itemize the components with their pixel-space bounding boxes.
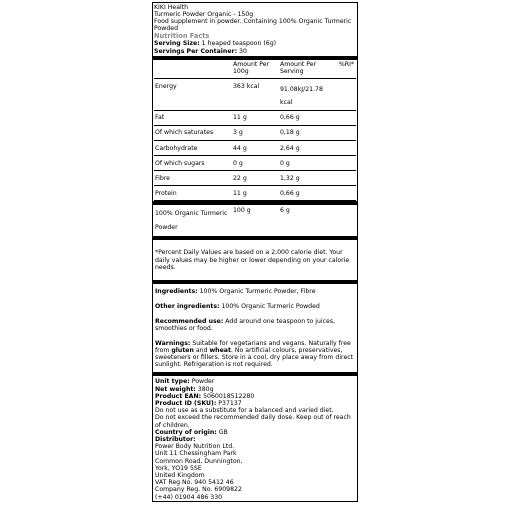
distributor-line: Company Reg. No. 6909822 <box>155 486 242 494</box>
warnings-label: Warnings: <box>155 340 191 348</box>
nutrient-row-fat: Fat 11 g 0,66 g <box>154 110 356 125</box>
warnings-text-2: . No artificial colours, preservatives, sweeteners or fillers. Store in a cool, dry place away from direct sunlight. Refrigeration is not required. <box>155 347 354 369</box>
thick-divider-5 <box>153 372 357 376</box>
net-weight <box>155 386 355 393</box>
servings-per-container <box>154 48 356 55</box>
product-info <box>154 377 356 500</box>
nutrient-row-energy: Energy 363 kcal 91.08kJ/21.78 kcal <box>154 79 356 111</box>
thick-divider <box>153 56 357 60</box>
nutrition-table-header <box>154 61 356 79</box>
distributor-line: Common Road, Dunnington, <box>155 457 243 465</box>
serving-size-label: Serving Size: <box>154 40 200 48</box>
distributor-line: York, YO19 5SE <box>155 464 202 472</box>
net-weight-label: Net weight: <box>155 385 196 393</box>
warnings-text-1: Suitable for vegetarians and vegans. Naturally free from <box>155 340 351 355</box>
ingredient-table <box>154 206 356 235</box>
ingredients <box>155 288 355 295</box>
disclaimer-2: Do not exceed the recommended daily dose. Keep out of reach of children. <box>155 414 351 429</box>
thick-divider-4 <box>153 280 357 284</box>
other-ingredients-value: 100% Organic Turmeric Powded <box>219 302 320 310</box>
ingredients-label: Ingredients: <box>155 287 198 295</box>
product-id <box>155 400 355 407</box>
nutrient-row-saturates: Of which saturates 3 g 0,18 g <box>154 125 356 140</box>
footnote: *Percent Daily Values are based on a 2,000 calorie diet. Your daily values may be higher or lower depending on your calorie needs. <box>155 249 350 271</box>
distributor-label: Distributor: <box>155 436 196 444</box>
origin-value: GB <box>216 428 228 436</box>
thick-divider-3 <box>153 236 357 240</box>
product-id-label: Product ID (SKU): <box>155 400 217 408</box>
net-weight-value: 380g <box>195 385 214 393</box>
brand-name: KIKI Health <box>154 4 189 11</box>
nutrition-table <box>154 61 356 202</box>
product-ean <box>155 393 355 400</box>
nutrient-row-fibre: Fibre 22 g 1,32 g <box>154 171 356 186</box>
product-description: Food supplement in powder. Containing 100% Organic Turmeric Powded <box>154 18 352 33</box>
ingredient-row: 100% Organic Turmeric Powder 100 g 6 g <box>155 207 290 231</box>
distributor-line: Unit 11 Chessingham Park <box>155 450 237 458</box>
distributor-line: VAT Reg No. 940 5412 46 <box>155 479 234 487</box>
distributor-line: United Kingdom <box>155 472 205 480</box>
other-ingredients <box>155 303 355 310</box>
servings-value: 30 <box>237 47 247 55</box>
origin-label: Country of origin: <box>155 428 217 436</box>
warnings <box>155 340 355 368</box>
serving-size-value: 1 heaped teaspoon (6g) <box>199 40 277 48</box>
warnings-and: and <box>193 347 210 355</box>
disclaimer-1: Do not use as a substitute for a balanced and varied diet. <box>155 407 334 415</box>
col-ri: %RI* <box>338 60 354 68</box>
nutrition-facts-title: Nutrition Facts <box>154 32 210 41</box>
nutrition-label <box>152 2 358 502</box>
nutrient-row-sugars: Of which sugars 0 g 0 g <box>154 156 356 171</box>
ean-value: 5060018512280 <box>201 392 255 400</box>
country-of-origin <box>155 429 355 436</box>
allergen-wheat: wheat <box>209 347 231 355</box>
distributor-line: Power Body Nutrition Ltd. <box>155 443 235 451</box>
details-section <box>154 285 356 373</box>
servings-label: Servings Per Container: <box>154 47 238 55</box>
recommended-use <box>155 318 355 332</box>
serving-size <box>154 40 356 47</box>
nutrient-row-protein: Protein 11 g 0,66 g <box>154 186 356 201</box>
recommended-label: Recommended use: <box>155 317 224 325</box>
unit-type-label: Unit type: <box>155 378 190 386</box>
recommended-value: Add around one teaspoon to juices, smoothies or food. <box>155 317 336 332</box>
thick-divider-2 <box>153 201 357 205</box>
ingredients-value: 100% Organic Turmeric Powder, Fibre <box>197 287 316 295</box>
unit-type-value: Powder <box>189 378 215 386</box>
ean-label: Product EAN: <box>155 392 202 400</box>
product-name: Turmeric Powder Organic - 150g <box>154 11 254 19</box>
product-id-value: P37137 <box>216 400 242 408</box>
allergen-gluten: gluten <box>171 347 194 355</box>
other-ingredients-label: Other ingredients: <box>155 302 220 310</box>
unit-type <box>155 378 355 385</box>
col-amount-per-serving: Amount Per Serving <box>280 60 317 75</box>
col-amount-per-100g: Amount Per 100g <box>233 60 270 75</box>
nutrient-row-carbohydrate: Carbohydrate 44 g 2,64 g <box>154 141 356 156</box>
distributor-line: (+44) 01904 486 330 <box>155 493 223 501</box>
